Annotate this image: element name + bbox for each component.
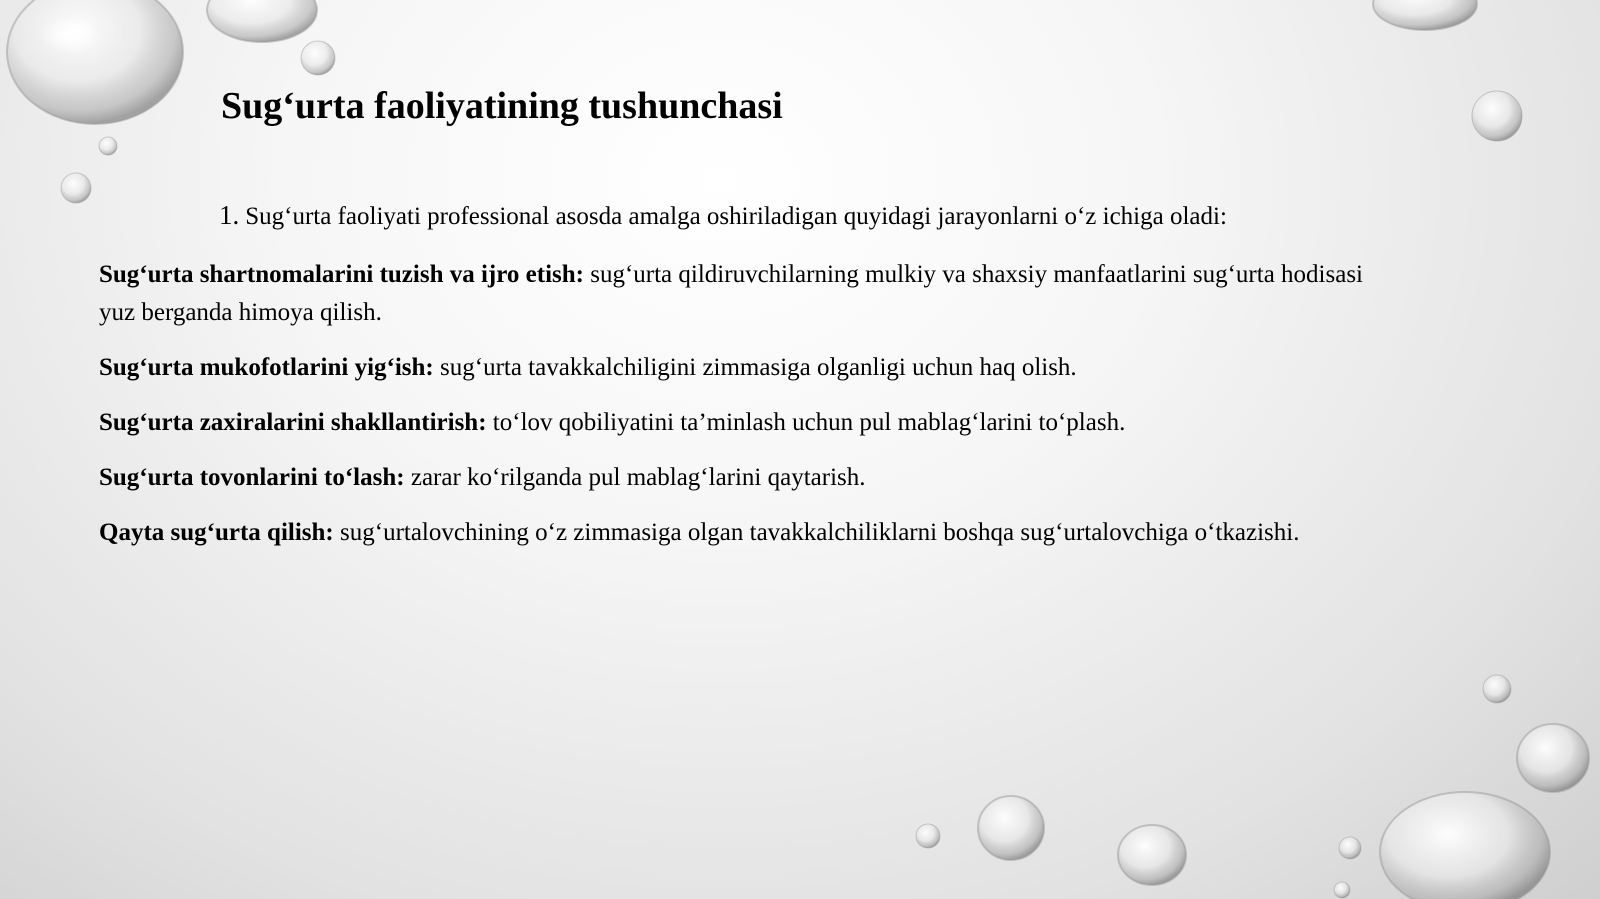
item-term: Sug‘urta tovonlarini to‘lash:: [99, 464, 405, 491]
list-item: [99, 514, 1399, 552]
item-term: Sug‘urta shartnomalarini tuzish va ijro etish:: [99, 261, 584, 288]
item-term: Sug‘urta mukofotlarini yig‘ish:: [99, 354, 434, 381]
list-item: [99, 349, 1399, 387]
item-text: sug‘urtalovchining o‘z zimmasiga olgan tavakkalchiliklarni boshqa sug‘urtalovchiga o‘tkazishi.: [333, 519, 1300, 546]
droplet-large-top-left: [7, 0, 183, 124]
item-term: Sug‘urta zaxiralarini shakllantirish:: [99, 409, 487, 436]
list-item: [99, 404, 1399, 442]
list-item: [99, 256, 1399, 332]
item-text: sug‘urta tavakkalchiligini zimmasiga olganligi uchun haq olish.: [433, 354, 1077, 381]
intro-line: [219, 200, 1227, 231]
item-text: zarar ko‘rilganda pul mablag‘larini qaytarish.: [404, 464, 866, 491]
list-item: [99, 459, 1399, 497]
intro-number: 1.: [219, 200, 240, 230]
item-text: to‘lov qobiliyatini ta’minlash uchun pul mablag‘larini to‘plash.: [486, 409, 1126, 436]
process-list: [99, 256, 1399, 569]
item-term: Qayta sug‘urta qilish:: [99, 519, 334, 546]
item-text: sug‘urta qildiruvchilarning mulkiy va shaxsiy manfaatlarini sug‘urta hodisasi yuz berganda himoya qilish.: [99, 261, 1363, 326]
intro-text: Sug‘urta faoliyati professional asosda amalga oshiriladigan quyidagi jarayonlarni o‘z ichiga oladi:: [245, 203, 1227, 230]
droplet-top: [207, 0, 317, 42]
slide-title: Sug‘urta faoliyatining tushunchasi: [221, 85, 783, 127]
